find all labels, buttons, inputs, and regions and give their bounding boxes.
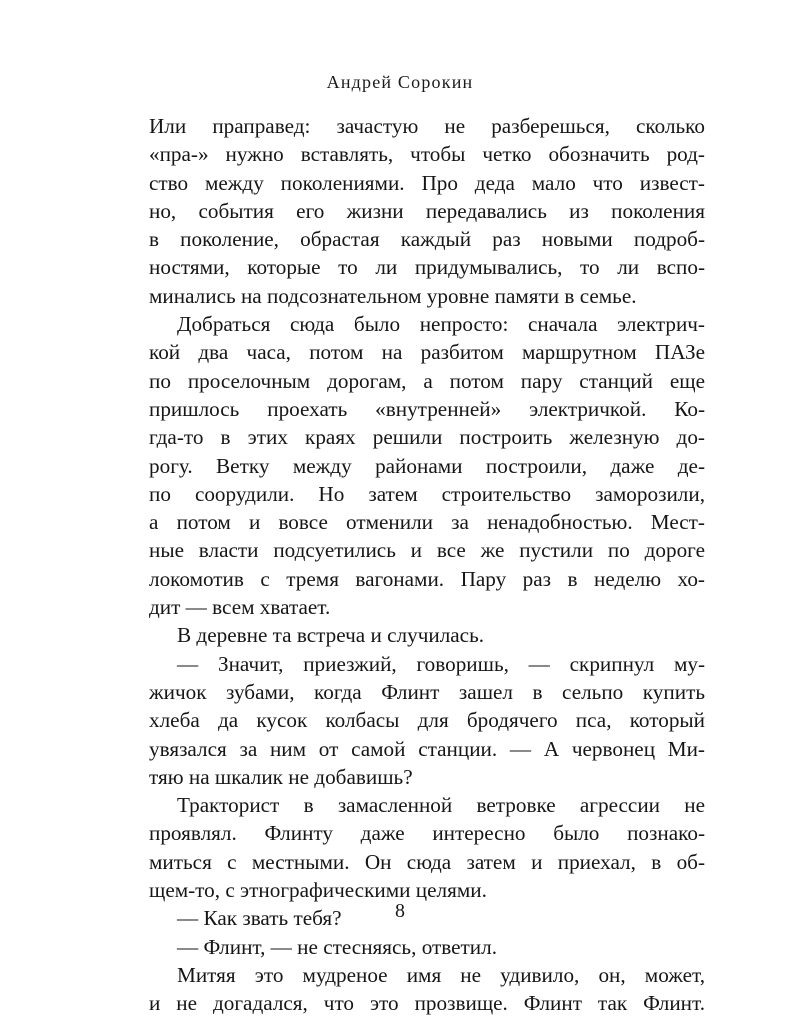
text-line: увязался за ним от самой станции. — А червонец Ми- <box>149 736 705 761</box>
body-text <box>149 112 705 1018</box>
text-line: по проселочным дорогам, а потом пару станций еще <box>149 368 705 393</box>
text-line: по соорудили. Но затем строительство заморозили, <box>149 481 705 506</box>
text-line: — Флинт, — не стесняясь, ответил. <box>177 934 498 959</box>
text-line: гда-то в этих краях решили построить железную до- <box>149 425 705 450</box>
text-line: тяю на шкалик не добавишь? <box>149 764 413 789</box>
text-line: дит — всем хватает. <box>149 595 331 620</box>
text-line: минались на подсознательном уровне памяти в семье. <box>149 283 637 308</box>
text-line: ство между поколениями. Про деда мало что извест- <box>149 170 705 195</box>
page-number: 8 <box>395 900 405 922</box>
text-line: «пра-» нужно вставлять, чтобы четко обозначить род- <box>149 142 705 167</box>
text-line: ные власти подсуетились и все же пустили по дороге <box>149 538 705 563</box>
text-line: и не догадался, что это прозвище. Флинт так Флинт. <box>149 991 705 1016</box>
text-line: но, события его жизни передавались из поколения <box>149 198 705 223</box>
text-line: Митяя это мудреное имя не удивило, он, может, <box>177 962 705 987</box>
text-line: миться с местными. Он сюда затем и приехал, в об- <box>149 849 705 874</box>
text-line: рогу. Ветку между районами построили, даже де- <box>149 453 705 478</box>
text-line: — Как звать тебя? <box>177 906 342 931</box>
text-line: щем-то, с этнографическими целями. <box>149 878 487 903</box>
text-line: Тракторист в замасленной ветровке агрессии не <box>177 793 705 818</box>
text-line: Или праправед: зачастую не разберешься, сколько <box>149 114 705 138</box>
text-line: жичок зубами, когда Флинт зашел в сельпо купить <box>149 679 705 704</box>
text-line: — Значит, приезжий, говоришь, — скрипнул му- <box>177 651 705 676</box>
text-line: Добраться сюда было непросто: сначала электрич- <box>177 312 705 337</box>
text-line: ностями, которые то ли придумывались, то ли вспо- <box>149 255 705 280</box>
text-line: В деревне та встреча и случилась. <box>177 623 485 648</box>
text-line: а потом и вовсе отменили за ненадобностью. Мест- <box>149 510 705 535</box>
running-head-author: Андрей Сорокин <box>326 72 474 92</box>
text-line: кой два часа, потом на разбитом маршрутном ПАЗе <box>149 340 705 365</box>
text-line: проявлял. Флинту даже интересно было познако- <box>149 821 705 846</box>
text-line: хлеба да кусок колбасы для бродячего пса, который <box>149 708 705 733</box>
text-line: в поколение, обрастая каждый раз новыми подроб- <box>149 227 705 252</box>
text-line: локомотив с тремя вагонами. Пару раз в неделю хо- <box>149 566 705 591</box>
text-line: пришлось проехать «внутренней» электричкой. Ко- <box>149 396 705 421</box>
